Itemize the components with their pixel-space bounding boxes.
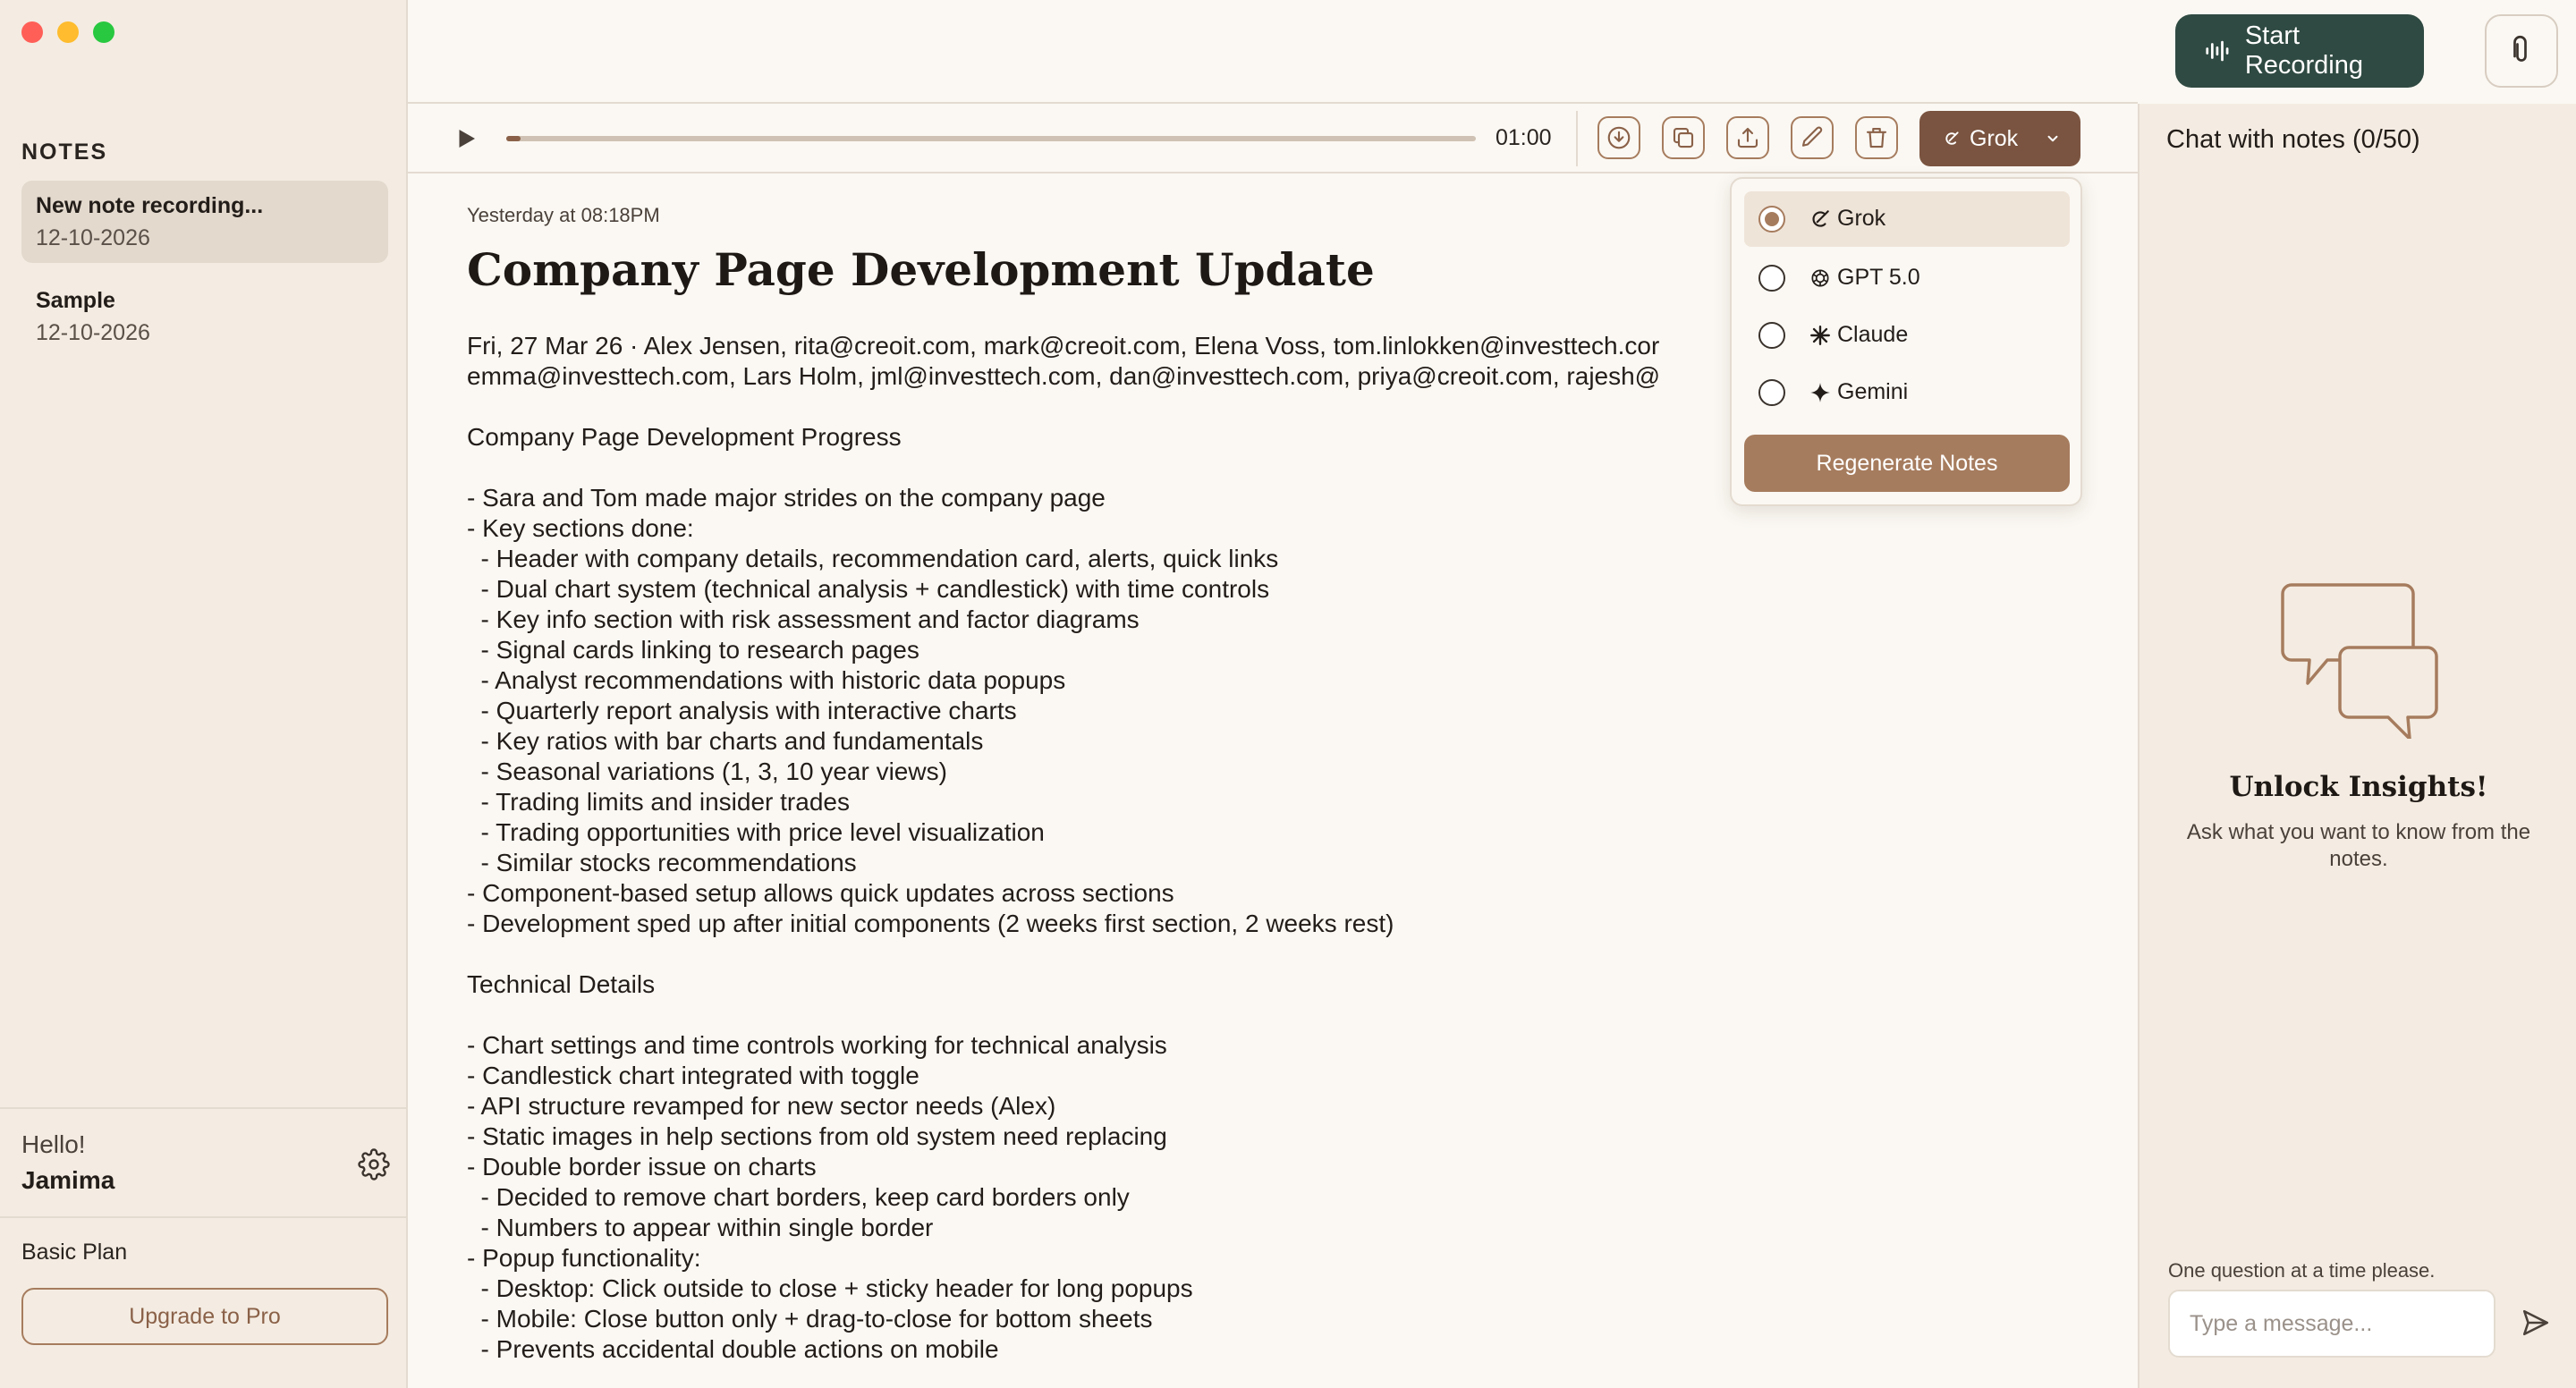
model-option-gemini[interactable] <box>1744 365 2070 420</box>
player-toolbar <box>408 104 2138 174</box>
playback-progress-fill <box>506 136 521 141</box>
minimize-window-button[interactable] <box>57 21 79 43</box>
chat-bubbles-icon <box>2274 569 2444 739</box>
download-icon <box>1606 124 1632 151</box>
notes-heading: NOTES <box>21 140 108 165</box>
download-button[interactable] <box>1597 116 1640 159</box>
model-select-label: Grok <box>1970 125 2019 151</box>
username: Jamima <box>21 1166 115 1194</box>
model-option-label: GPT 5.0 <box>1837 265 1920 290</box>
note-list <box>21 181 388 370</box>
trash-icon <box>1863 124 1890 151</box>
note-title: Company Page Development Update <box>467 243 1375 296</box>
model-option-grok[interactable] <box>1744 191 2070 247</box>
chat-title: Chat with notes (0/50) <box>2166 125 2420 154</box>
copy-icon <box>1670 124 1697 151</box>
send-icon[interactable] <box>2521 1308 2551 1338</box>
copy-button[interactable] <box>1662 116 1705 159</box>
chat-hint: One question at a time please. <box>2168 1259 2436 1282</box>
share-button[interactable] <box>1726 116 1769 159</box>
play-icon[interactable] <box>453 125 479 152</box>
note-body: Company Page Development Progress - Sara and Tom made major strides on the company page - Key sections done: - Header with company details, recommendation card, alerts, quick links - Dual chart system (technical analysis + candlestick) with time controls - Key info section with risk assessment and factor diagrams - Signal cards linking to research pages - Analyst recommendations with historic data popups - Quarterly report analysis with interactive charts - Key ratios with bar charts and fundamentals - Seasonal variations (1, 3, 10 year views) - Trading limits and insider trades - Trading opportunities with price level visualization - Similar stocks recommendations - Component-based setup allows quick updates across sections - Development sped up after initial components (2 weeks first section, 2 weeks rest) Technical Details - Chart settings and time controls working for technical analysis - Candlestick chart integrated with toggle - API structure revamped for new sector needs (Alex) - Static images in help sections from old system need replacing - Double border issue on charts - Decided to remove chart borders, keep card borders only - Numbers to appear within single border - Popup functionality: - Desktop: Click outside to close + sticky header for long popups - Mobile: Close button only + drag-to-close for bottom sheets - Prevents accidental double actions on mobile <box>467 423 1394 1363</box>
delete-button[interactable] <box>1855 116 1898 159</box>
model-select-button[interactable] <box>1919 111 2080 166</box>
radio-selected[interactable] <box>1758 206 1785 233</box>
model-option-label: Grok <box>1837 206 1886 231</box>
radio-unselected[interactable] <box>1758 322 1785 349</box>
note-content <box>467 202 1728 1365</box>
pencil-icon <box>1799 124 1826 151</box>
greeting: Hello! <box>21 1130 86 1158</box>
user-block <box>0 1107 406 1218</box>
chevron-down-icon <box>2045 131 2061 147</box>
note-item-title: Sample <box>36 288 115 313</box>
note-item-title: New note recording... <box>36 193 264 218</box>
attendees-line: emma@investtech.com, Lars Holm, jml@investtech.com, dan@investtech.com, priya@creoit.com, rajesh@ <box>467 362 1661 390</box>
start-recording-button[interactable] <box>2175 14 2424 88</box>
plan-label: Basic Plan <box>21 1240 128 1265</box>
note-item-sample[interactable] <box>21 275 388 358</box>
claude-icon <box>1809 324 1832 347</box>
attach-button[interactable] <box>2485 14 2558 88</box>
model-option-label: Gemini <box>1837 379 1909 404</box>
settings-gear-icon[interactable] <box>358 1148 390 1181</box>
gemini-icon <box>1809 381 1832 404</box>
note-item-new-recording[interactable] <box>21 181 388 263</box>
attendees-line: Fri, 27 Mar 26 · Alex Jensen, rita@creoit.com, mark@creoit.com, Elena Voss, tom.linlokken@investtech.cor <box>467 332 1660 360</box>
radio-unselected[interactable] <box>1758 265 1785 292</box>
grok-icon <box>1943 130 1961 148</box>
edit-button[interactable] <box>1791 116 1834 159</box>
chat-message-input[interactable] <box>2168 1290 2496 1358</box>
toolbar-separator <box>1576 111 1578 166</box>
chat-panel <box>2138 104 2576 1388</box>
regenerate-notes-button[interactable]: Regenerate Notes <box>1744 435 2070 492</box>
model-option-claude[interactable] <box>1744 308 2070 363</box>
model-option-label: Claude <box>1837 322 1909 347</box>
window-controls <box>21 21 114 43</box>
model-option-gpt[interactable] <box>1744 250 2070 306</box>
note-item-date: 12-10-2026 <box>36 320 150 345</box>
empty-state-title: Unlock Insights! <box>2229 771 2488 803</box>
empty-state-subtitle: Ask what you want to know from the notes. <box>2186 820 2531 871</box>
grok-icon <box>1809 207 1832 231</box>
openai-icon <box>1809 267 1832 290</box>
note-timestamp: Yesterday at 08:18PM <box>467 204 660 226</box>
start-recording-label: Start Recording <box>2244 21 2363 80</box>
upgrade-button[interactable]: Upgrade to Pro <box>21 1288 388 1345</box>
note-item-date: 12-10-2026 <box>36 225 150 250</box>
paperclip-icon <box>2505 35 2538 67</box>
share-upload-icon <box>1734 124 1761 151</box>
playback-time: 01:00 <box>1496 125 1552 150</box>
model-dropdown <box>1730 177 2082 506</box>
playback-progress-bar[interactable] <box>506 136 1476 141</box>
close-window-button[interactable] <box>21 21 43 43</box>
audio-waveform-icon <box>2204 38 2231 64</box>
maximize-window-button[interactable] <box>93 21 114 43</box>
radio-unselected[interactable] <box>1758 379 1785 406</box>
sidebar <box>0 0 408 1388</box>
